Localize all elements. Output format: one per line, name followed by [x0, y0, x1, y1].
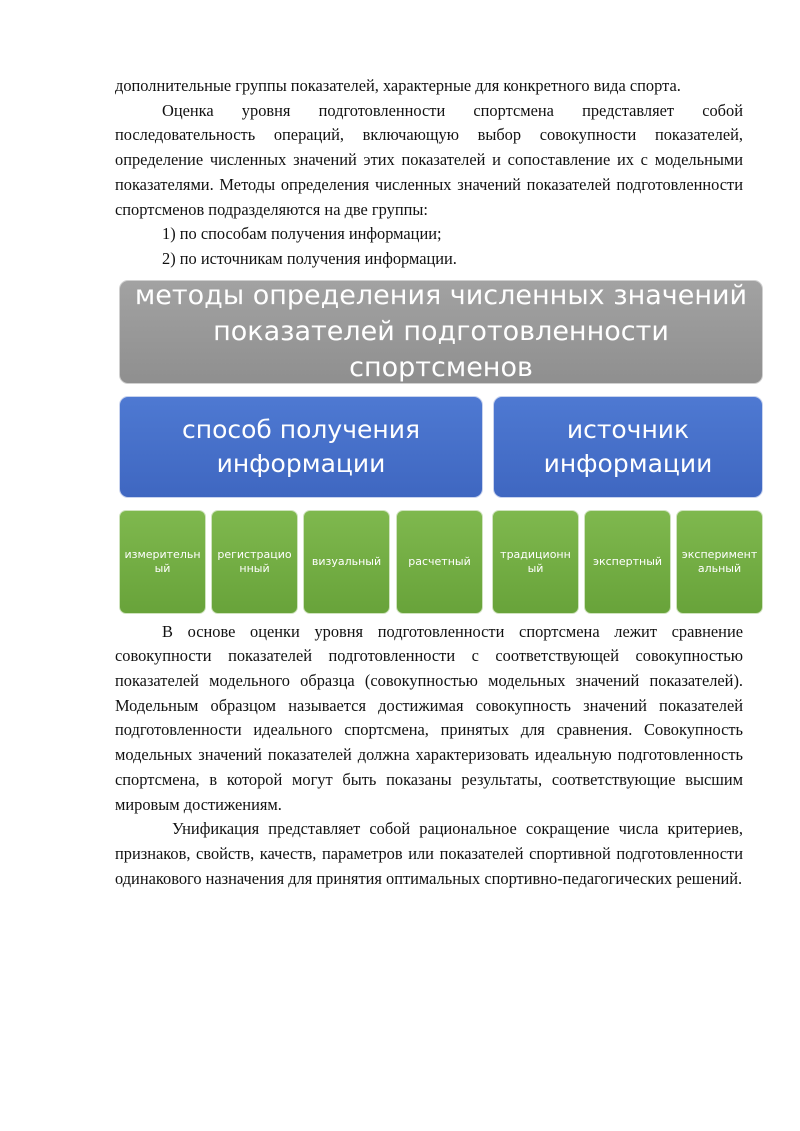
paragraph-intro: дополнительные группы показателей, характерные для конкретного вида спорта.	[115, 76, 681, 95]
diagram-leaf-expert: экспертный	[584, 510, 671, 614]
diagram-leaf-experimental: экспериментальный	[676, 510, 763, 614]
diagram-leaf-traditional: традиционный	[492, 510, 579, 614]
diagram-leaf-visual: визуальный	[303, 510, 390, 614]
paragraph-model-comparison: В основе оценки уровня подготовленности спортсмена лежит сравнение совокупности показателей подготовленности с соответствующей совокупностью показателей модельного образца (совокупностью модельных значений показателей). Модельным образцом называется достижимая совокупность значений показателей подготовленности идеального спортсмена, принятых для сравнения. Совокупность модельных значений показателей должна характеризовать идеальную подготовленность спортсмена, в которой могут быть показаны результаты, соответствующие высшим мировым достижениям.	[115, 621, 743, 814]
list-item-1: 1) по способам получения информации;	[162, 224, 442, 244]
paragraph-assessment: Оценка уровня подготовленности спортсмена представляет собой последовательность операций, включающую выбор совокупности показателей, определение численных значений этих показателей и сопоставление их с модельными показателями. Методы определения численных значений показателей подготовленности спортсменов подразделяются на две группы:	[115, 100, 743, 219]
list-item-2: 2) по источникам получения информации.	[162, 248, 457, 268]
methods-diagram	[119, 278, 763, 616]
diagram-leaf-calculation: расчетный	[396, 510, 483, 614]
diagram-leaf-measuring: измерительный	[119, 510, 206, 614]
diagram-branch-method: способ получения информации	[119, 396, 483, 498]
paragraph-unification: Унификация представляет собой рациональное сокращение числа критериев, признаков, свойств, качеств, параметров или показателей спортивной подготовленности одинакового назначения для принятия оптимальных спортивно-педагогических решений.	[115, 819, 743, 888]
diagram-root-box: методы определения численных значений показателей подготовленности спортсменов	[119, 280, 763, 384]
diagram-branch-source: источник информации	[493, 396, 763, 498]
diagram-leaf-registration: регистрационный	[211, 510, 298, 614]
document-page	[115, 74, 758, 891]
